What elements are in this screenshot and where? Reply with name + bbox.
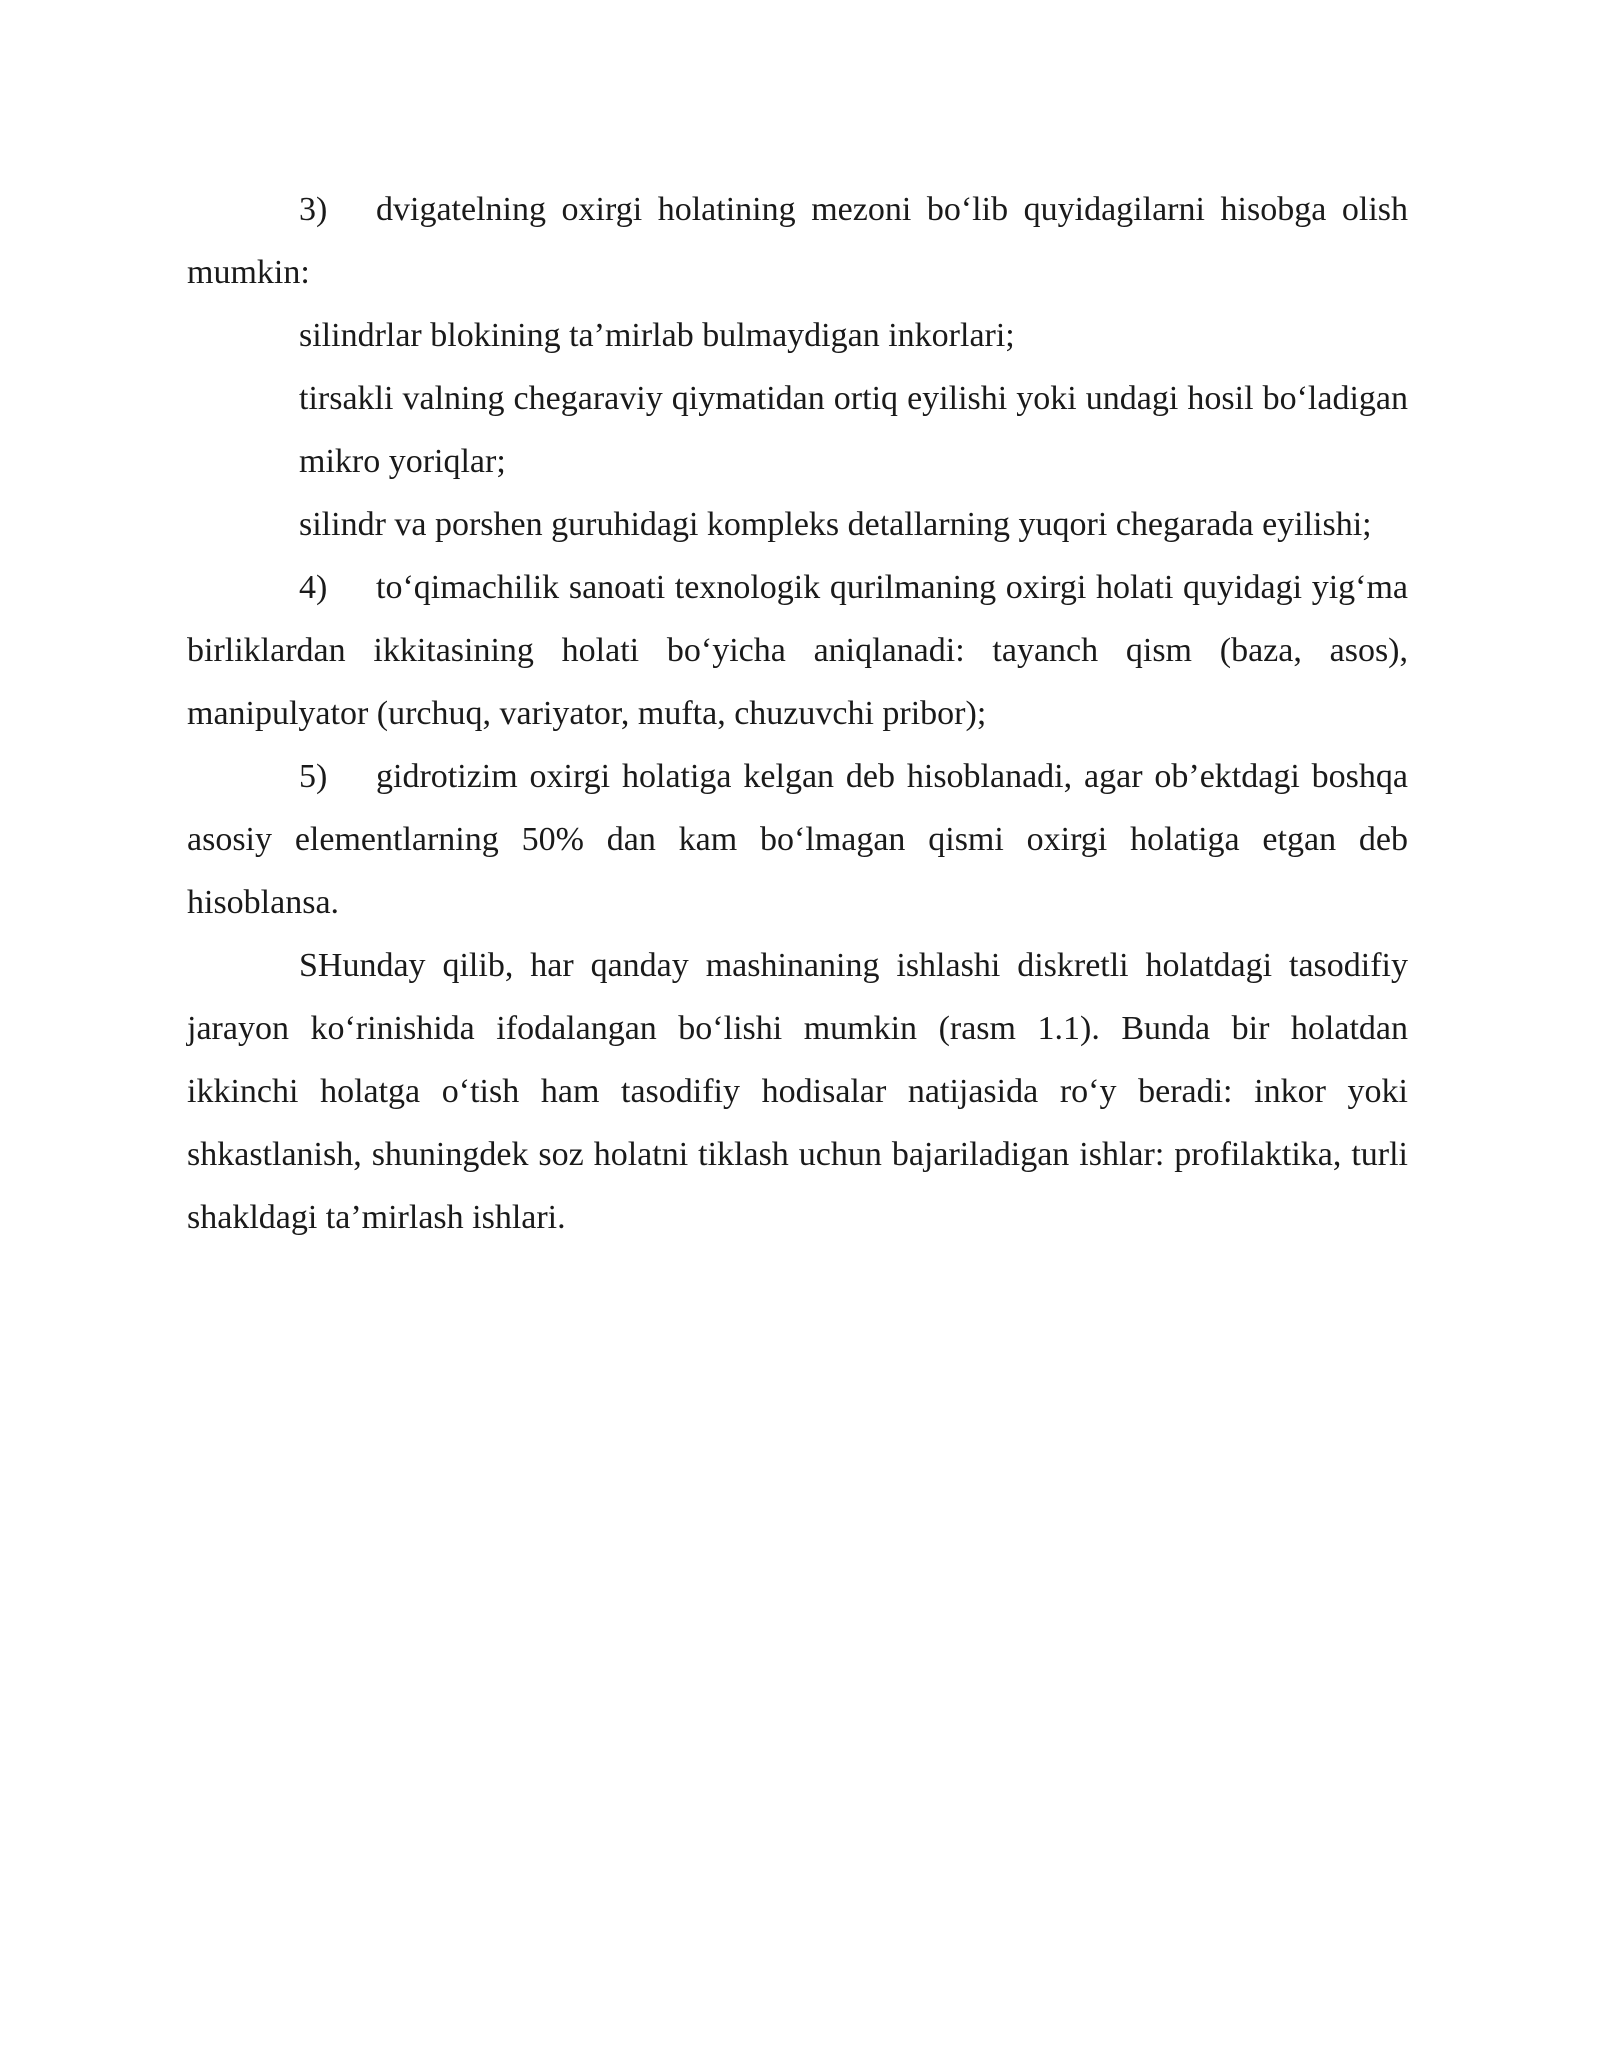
list-item-text: dvigatelning oxirgi holatining mezoni bo‘lib quyidagilarni hisobga olish mumkin: — [187, 191, 1408, 291]
list-number: 3) — [299, 191, 328, 228]
list-number: 5) — [299, 758, 328, 795]
conclusion-paragraph: SHunday qilib, har qanday mashinaning ishlashi diskretli holatdagi tasodifiy jarayon ko‘rinishida ifodalangan bo‘lishi mumkin (rasm 1.1). Bunda bir holatdan ikkinchi holatga o‘tish ham tasodifiy hodisalar natijasida ro‘y beradi: inkor yoki shkastlanish, shuningdek soz holatni tiklash uchun bajariladigan ishlar: profilaktika, turli shakldagi ta’mirlash ishlari. — [187, 947, 1408, 1236]
list-number: 4) — [299, 569, 328, 606]
list-item-text: gidrotizim oxirgi holatiga kelgan deb hisoblanadi, agar ob’ektdagi boshqa asosiy elementlarning 50% dan kam bo‘lmagan qismi oxirgi holatiga etgan deb hisoblansa. — [187, 758, 1408, 921]
sub-item-2: tirsakli valning chegaraviy qiymatidan ortiq eyilishi yoki undagi hosil bo‘ladigan mikro yoriqlar; — [299, 380, 1408, 480]
sub-item-1: silindrlar blokining ta’mirlab bulmaydigan inkorlari; — [299, 317, 1015, 354]
sub-item-3: silindr va porshen guruhidagi kompleks detallarning yuqori chegarada eyilishi; — [299, 506, 1372, 543]
list-item-4 — [187, 556, 1408, 745]
document-page — [187, 178, 1408, 1249]
list-item-text: to‘qimachilik sanoati texnologik qurilmaning oxirgi holati quyidagi yig‘ma birliklardan ikkitasining holati bo‘yicha aniqlanadi: tayanch qism (baza, asos), manipulyator (urchuq, variyator, mufta, chuzuvchi pribor); — [187, 569, 1408, 732]
list-item-3 — [187, 178, 1408, 304]
list-item-5 — [187, 745, 1408, 934]
